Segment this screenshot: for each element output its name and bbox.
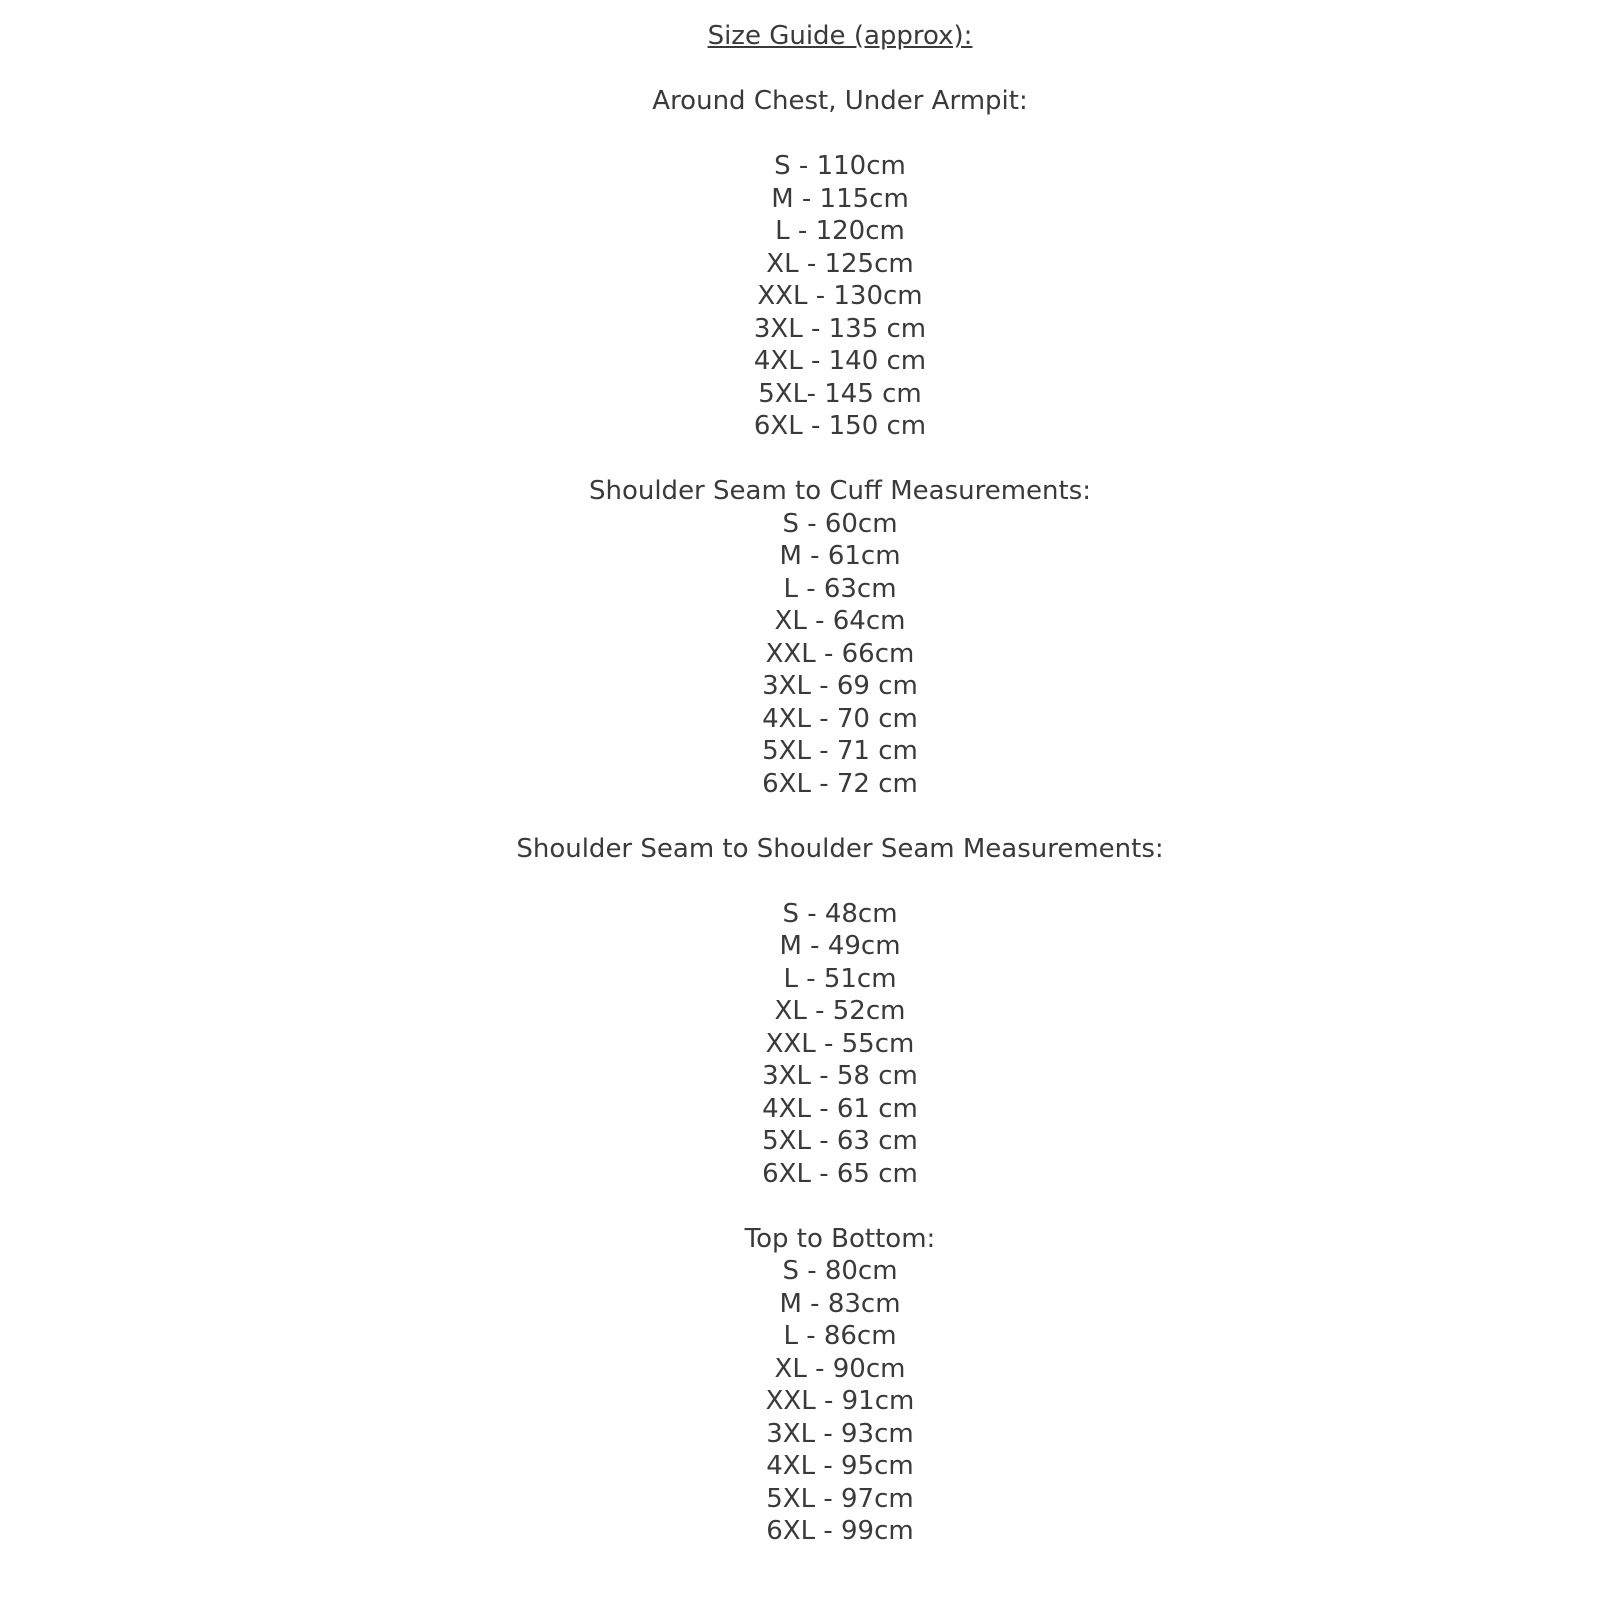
size-line: M - 115cm [771,183,909,214]
blank-line [80,800,1600,833]
size-line: 6XL - 72 cm [762,768,918,799]
sections-container [80,53,1600,1548]
size-line: 5XL - 97cm [766,1483,914,1514]
size-line: S - 60cm [782,508,898,539]
size-line: 4XL - 61 cm [762,1093,918,1124]
size-line: S - 48cm [782,898,898,929]
size-line: XL - 64cm [774,606,906,636]
blank-line [80,443,1600,476]
size-line: 3XL - 93cm [766,1418,914,1449]
size-line: XL - 90cm [774,1353,906,1384]
blank-line [80,118,1600,151]
size-line: XXL - 91cm [765,1386,915,1416]
size-line: S - 80cm [782,1256,898,1286]
size-line: 5XL- 145 cm [758,378,922,409]
section-heading: Around Chest, Under Armpit: [652,86,1028,116]
size-line: 4XL - 140 cm [753,346,927,376]
size-line: L - 86cm [783,1321,897,1351]
size-line: 3XL - 135 cm [753,313,927,344]
section-heading: Top to Bottom: [744,1223,936,1254]
size-line: 6XL - 65 cm [762,1158,918,1189]
size-line: M - 49cm [779,931,901,961]
blank-line [80,1190,1600,1223]
size-line: 3XL - 69 cm [762,671,918,701]
size-line: XXL - 130cm [757,281,923,311]
section-heading: Shoulder Seam to Cuff Measurements: [588,476,1092,506]
section-heading: Shoulder Seam to Shoulder Seam Measurements: [516,833,1164,864]
size-line: M - 83cm [779,1288,901,1319]
size-line: L - 120cm [775,216,905,246]
size-line: XXL - 66cm [765,638,915,669]
size-line: 4XL - 95cm [766,1451,914,1481]
size-line: L - 51cm [783,963,897,994]
size-line: 3XL - 58 cm [762,1061,918,1091]
blank-line [80,53,1600,86]
size-line: S - 110cm [774,151,906,181]
size-line: 5XL - 63 cm [762,1126,918,1156]
size-line: XL - 52cm [774,996,906,1026]
blank-line [80,865,1600,898]
size-line: XXL - 55cm [765,1028,915,1059]
size-line: 5XL - 71 cm [762,736,918,766]
size-line: 4XL - 70 cm [762,703,918,734]
size-line: XL - 125cm [766,248,914,279]
size-line: M - 61cm [779,541,901,571]
size-line: 6XL - 150 cm [753,411,927,441]
size-line: L - 63cm [783,573,897,604]
page-title: Size Guide (approx): [707,21,973,51]
size-line: 6XL - 99cm [766,1516,914,1546]
